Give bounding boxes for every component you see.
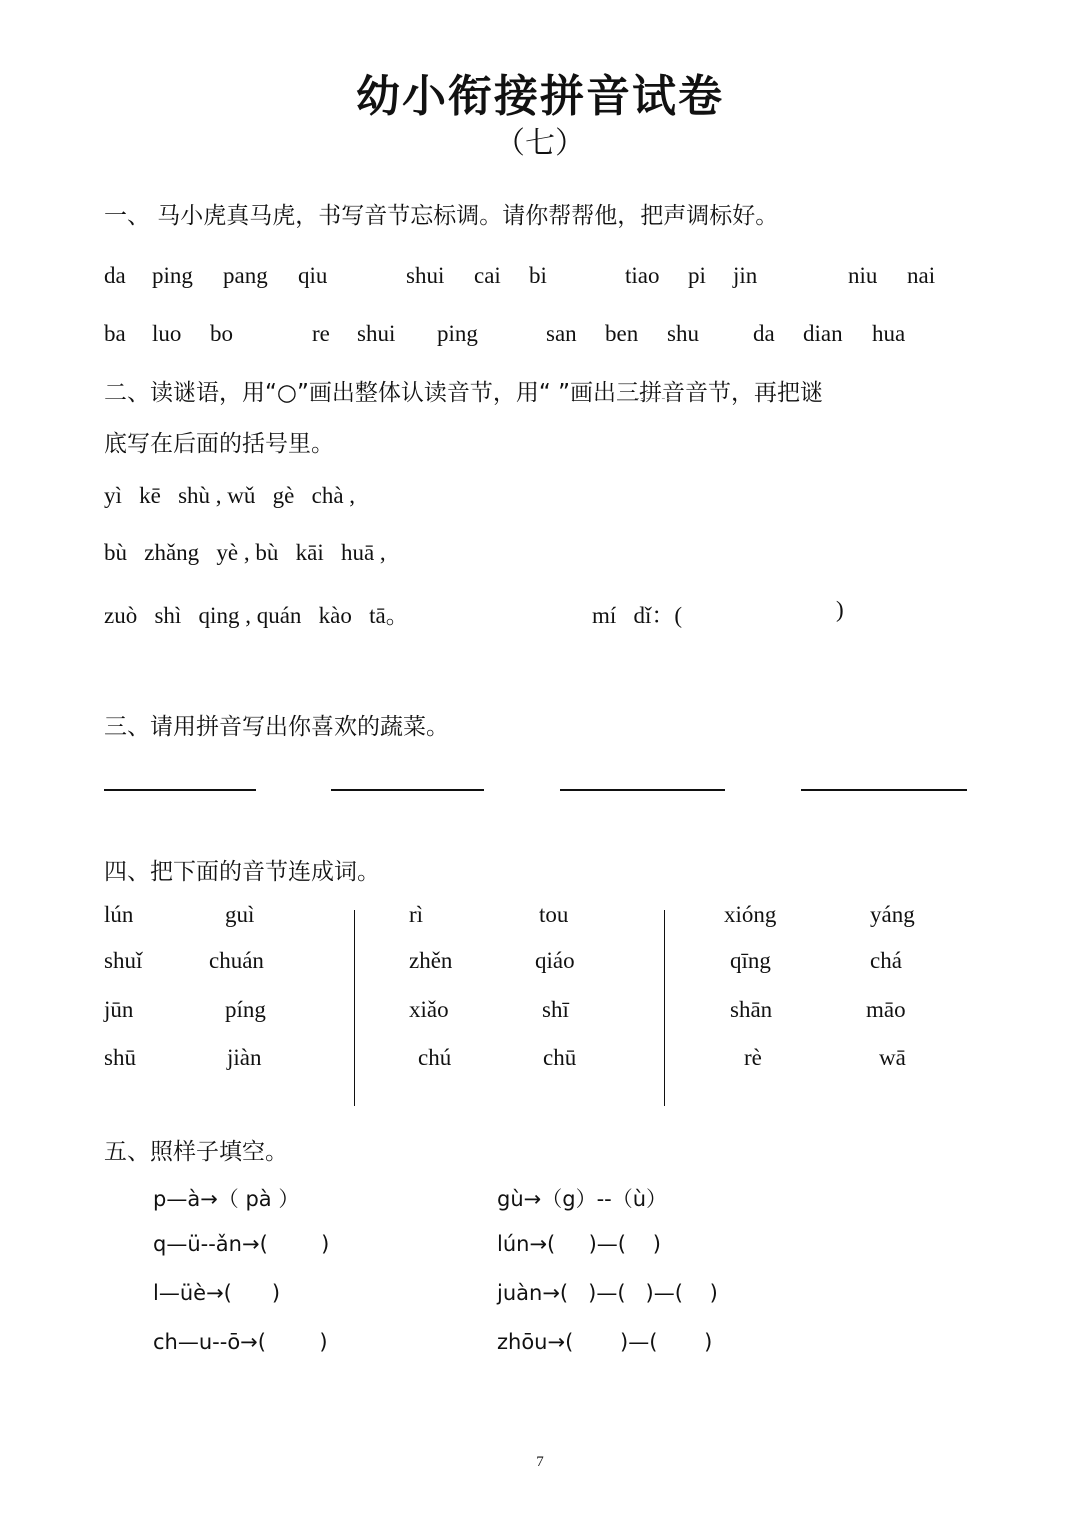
syllable-right[interactable]: chuán bbox=[209, 948, 264, 973]
pinyin-syllable: pi bbox=[688, 263, 706, 288]
syllable-right[interactable]: píng bbox=[225, 997, 266, 1022]
pinyin-syllable: pang bbox=[223, 263, 268, 288]
pinyin-syllable: jin bbox=[733, 263, 758, 288]
syllable-left[interactable]: lún bbox=[104, 902, 134, 927]
pinyin-syllable: ping bbox=[437, 321, 478, 346]
pinyin-syllable: bo bbox=[210, 321, 233, 346]
fill-item-left[interactable]: q—ü--ǎn→( ) bbox=[153, 1232, 330, 1256]
riddle-line-2: bù zhǎng yè , bù kāi huā , bbox=[104, 540, 386, 565]
fill-item-right[interactable]: lún→( )—( ) bbox=[497, 1232, 661, 1256]
syllable-left[interactable]: chú bbox=[418, 1045, 452, 1070]
syllable-right[interactable]: yáng bbox=[870, 902, 915, 927]
pinyin-syllable: re bbox=[312, 321, 330, 346]
pinyin-syllable: da bbox=[104, 263, 126, 288]
fill-item-right[interactable]: juàn→( )—( )—( ) bbox=[497, 1281, 718, 1305]
riddle-line-3: zuò shì qing , quán kào tā。 bbox=[104, 603, 409, 628]
column-divider bbox=[664, 910, 665, 1106]
pinyin-syllable: san bbox=[546, 321, 577, 346]
syllable-left[interactable]: rì bbox=[409, 902, 424, 927]
riddle-answer-close: ) bbox=[836, 597, 844, 622]
syllable-right[interactable]: māo bbox=[866, 997, 906, 1022]
pinyin-syllable: cai bbox=[474, 263, 501, 288]
answer-blank-1[interactable] bbox=[104, 789, 256, 791]
syllable-right[interactable]: jiàn bbox=[227, 1045, 262, 1070]
syllable-right[interactable]: chū bbox=[543, 1045, 577, 1070]
column-divider bbox=[354, 910, 355, 1106]
wavy-underline-sample bbox=[636, 398, 670, 399]
pinyin-syllable: bi bbox=[529, 263, 547, 288]
example-left: p—à→（ pà ） bbox=[153, 1187, 300, 1211]
riddle-answer-label: mí dǐ：( bbox=[592, 603, 683, 628]
pinyin-syllable: da bbox=[753, 321, 775, 346]
section2-heading-line1: 二、读谜语，用“○”画出整体认读音节，用“ ”画出三拼音音节，再把谜 bbox=[104, 380, 824, 406]
section2-heading-line2: 底写在后面的括号里。 bbox=[104, 431, 334, 457]
section3-heading: 三、请用拼音写出你喜欢的蔬菜。 bbox=[104, 714, 449, 740]
pinyin-syllable: hua bbox=[872, 321, 906, 346]
riddle-line-1: yì kē shù , wǔ gè chà , bbox=[104, 483, 356, 508]
pinyin-syllable: shui bbox=[357, 321, 396, 346]
syllable-right[interactable]: tou bbox=[539, 902, 569, 927]
answer-blank-3[interactable] bbox=[560, 789, 725, 791]
syllable-right[interactable]: shī bbox=[542, 997, 569, 1022]
fill-item-right[interactable]: zhōu→( )—( ) bbox=[497, 1330, 713, 1354]
syllable-left[interactable]: shuǐ bbox=[104, 948, 143, 973]
syllable-right[interactable]: qiáo bbox=[535, 948, 575, 973]
answer-blank-4[interactable] bbox=[801, 789, 967, 791]
syllable-left[interactable]: xiǎo bbox=[409, 997, 449, 1022]
syllable-left[interactable]: shū bbox=[104, 1045, 136, 1070]
syllable-left[interactable]: shān bbox=[730, 997, 773, 1022]
pinyin-syllable: shui bbox=[406, 263, 445, 288]
syllable-left[interactable]: rè bbox=[744, 1045, 762, 1070]
syllable-left[interactable]: jūn bbox=[104, 997, 134, 1022]
pinyin-syllable: ping bbox=[152, 263, 193, 288]
syllable-left[interactable]: xióng bbox=[724, 902, 777, 927]
pinyin-syllable: ba bbox=[104, 321, 126, 346]
pinyin-syllable: qiu bbox=[298, 263, 328, 288]
pinyin-syllable: ben bbox=[605, 321, 639, 346]
pinyin-syllable: niu bbox=[848, 263, 878, 288]
pinyin-syllable: shu bbox=[667, 321, 699, 346]
syllable-right[interactable]: wā bbox=[879, 1045, 906, 1070]
pinyin-syllable: tiao bbox=[625, 263, 660, 288]
section5-heading: 五、照样子填空。 bbox=[104, 1139, 288, 1165]
syllable-left[interactable]: qīng bbox=[730, 948, 771, 973]
section1-heading: 一、 马小虎真马虎，书写音节忘标调。请你帮帮他，把声调标好。 bbox=[104, 203, 779, 229]
page-subtitle: （七） bbox=[495, 126, 585, 161]
riddle-answer-blank[interactable] bbox=[700, 594, 830, 624]
answer-blank-2[interactable] bbox=[331, 789, 484, 791]
section4-heading: 四、把下面的音节连成词。 bbox=[104, 859, 380, 885]
pinyin-syllable: nai bbox=[907, 263, 936, 288]
page-title: 幼小衔接拼音试卷 bbox=[356, 71, 724, 122]
pinyin-syllable: dian bbox=[803, 321, 843, 346]
page-number: 7 bbox=[536, 1454, 544, 1470]
syllable-left[interactable]: zhěn bbox=[409, 948, 453, 973]
example-right: gù→（g）--（ù） bbox=[497, 1187, 668, 1211]
fill-item-left[interactable]: l—üè→( ) bbox=[153, 1281, 281, 1305]
syllable-right[interactable]: chá bbox=[870, 948, 902, 973]
syllable-right[interactable]: guì bbox=[225, 902, 255, 927]
fill-item-left[interactable]: ch—u--ō→( ) bbox=[153, 1330, 328, 1354]
pinyin-syllable: luo bbox=[152, 321, 182, 346]
